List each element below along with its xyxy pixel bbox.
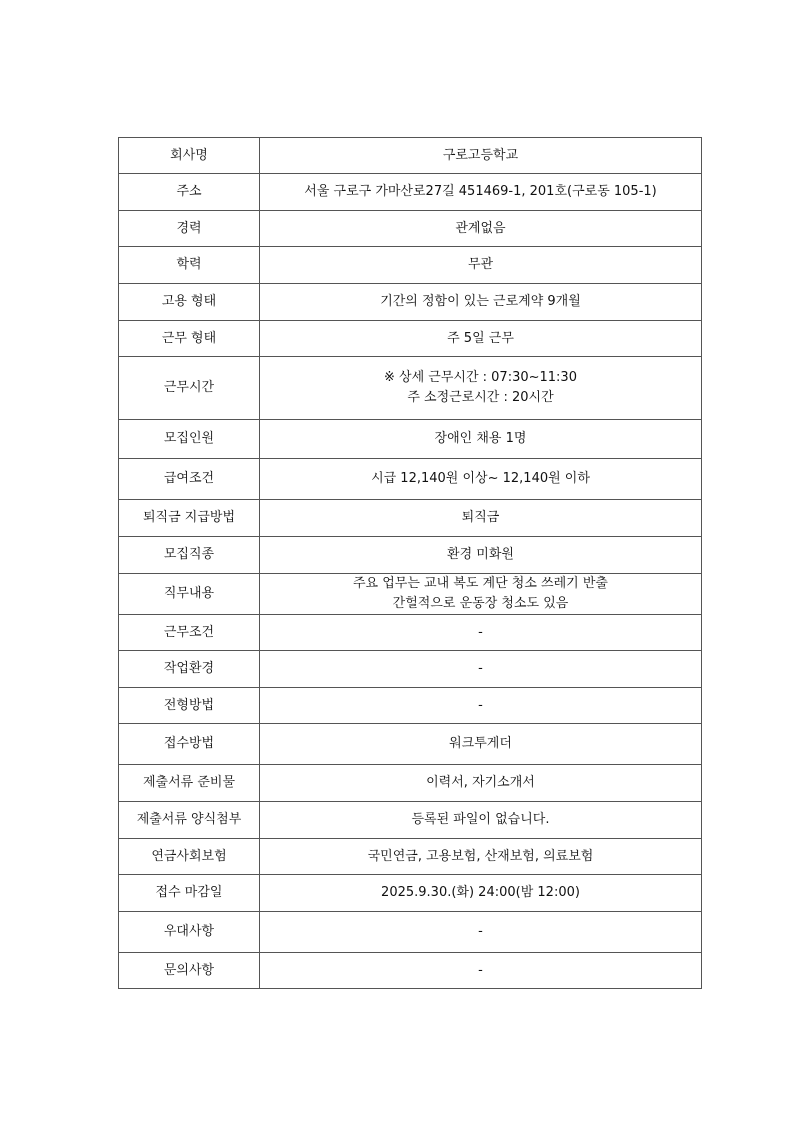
row-label-salary: 급여조건 <box>119 459 260 500</box>
table-row <box>119 174 702 211</box>
table-row <box>119 839 702 875</box>
row-value-social-insurance: 국민연금, 고용보험, 산재보험, 의료보험 <box>260 839 702 875</box>
table-row <box>119 953 702 989</box>
job-description-line-2: 간헐적으로 운동장 청소도 있음 <box>392 596 569 611</box>
row-label-inquiries: 문의사항 <box>119 953 260 989</box>
row-label-preferences: 우대사항 <box>119 912 260 953</box>
row-value-salary: 시급 12,140원 이상~ 12,140원 이하 <box>260 459 702 500</box>
table-row <box>119 912 702 953</box>
row-value-employment-type: 기간의 정함이 있는 근로계약 9개월 <box>260 284 702 321</box>
row-value-job-description <box>260 574 702 615</box>
table-row <box>119 284 702 321</box>
job-posting-table <box>118 137 702 989</box>
row-value-selection-method: - <box>260 688 702 724</box>
table-row <box>119 500 702 537</box>
row-value-experience: 관계없음 <box>260 211 702 247</box>
row-label-severance: 퇴직금 지급방법 <box>119 500 260 537</box>
row-value-application-method: 워크투게더 <box>260 724 702 765</box>
row-label-address: 주소 <box>119 174 260 211</box>
row-label-work-conditions: 근무조건 <box>119 615 260 651</box>
row-value-education: 무관 <box>260 247 702 284</box>
row-label-social-insurance: 연금사회보험 <box>119 839 260 875</box>
row-value-document-attachment: 등록된 파일이 없습니다. <box>260 802 702 839</box>
row-label-job-category: 모집직종 <box>119 537 260 574</box>
table-row <box>119 724 702 765</box>
row-value-severance: 퇴직금 <box>260 500 702 537</box>
row-label-employment-type: 고용 형태 <box>119 284 260 321</box>
table-row <box>119 321 702 357</box>
table-row <box>119 875 702 912</box>
row-value-address: 서울 구로구 가마산로27길 451469-1, 201호(구로동 105-1) <box>260 174 702 211</box>
table-row <box>119 138 702 174</box>
row-label-document-attachment: 제출서류 양식첨부 <box>119 802 260 839</box>
row-value-work-environment: - <box>260 651 702 688</box>
row-label-work-environment: 작업환경 <box>119 651 260 688</box>
table-row <box>119 765 702 802</box>
table-row <box>119 802 702 839</box>
row-value-deadline: 2025.9.30.(화) 24:00(밤 12:00) <box>260 875 702 912</box>
work-hours-detail: ※ 상세 근무시간 : 07:30~11:30 <box>384 370 577 385</box>
row-label-education: 학력 <box>119 247 260 284</box>
row-label-required-documents: 제출서류 준비물 <box>119 765 260 802</box>
row-label-experience: 경력 <box>119 211 260 247</box>
table-row <box>119 574 702 615</box>
job-description-line-1: 주요 업무는 교내 복도 계단 청소 쓰레기 반출 <box>353 576 608 591</box>
row-label-company-name: 회사명 <box>119 138 260 174</box>
table-row <box>119 459 702 500</box>
table-row <box>119 247 702 284</box>
table-row <box>119 615 702 651</box>
row-label-selection-method: 전형방법 <box>119 688 260 724</box>
table-row <box>119 688 702 724</box>
row-label-application-method: 접수방법 <box>119 724 260 765</box>
row-label-work-hours: 근무시간 <box>119 357 260 420</box>
row-value-preferences: - <box>260 912 702 953</box>
row-value-work-conditions: - <box>260 615 702 651</box>
table-row <box>119 357 702 420</box>
work-hours-weekly: 주 소정근로시간 : 20시간 <box>407 390 554 405</box>
row-label-recruit-count: 모집인원 <box>119 420 260 459</box>
table-row <box>119 537 702 574</box>
row-value-work-hours <box>260 357 702 420</box>
table-row <box>119 651 702 688</box>
row-value-inquiries: - <box>260 953 702 989</box>
table-row <box>119 211 702 247</box>
row-value-work-type: 주 5일 근무 <box>260 321 702 357</box>
row-label-deadline: 접수 마감일 <box>119 875 260 912</box>
row-value-recruit-count: 장애인 채용 1명 <box>260 420 702 459</box>
row-value-job-category: 환경 미화원 <box>260 537 702 574</box>
row-value-company-name: 구로고등학교 <box>260 138 702 174</box>
row-label-job-description: 직무내용 <box>119 574 260 615</box>
row-label-work-type: 근무 형태 <box>119 321 260 357</box>
table-row <box>119 420 702 459</box>
row-value-required-documents: 이력서, 자기소개서 <box>260 765 702 802</box>
